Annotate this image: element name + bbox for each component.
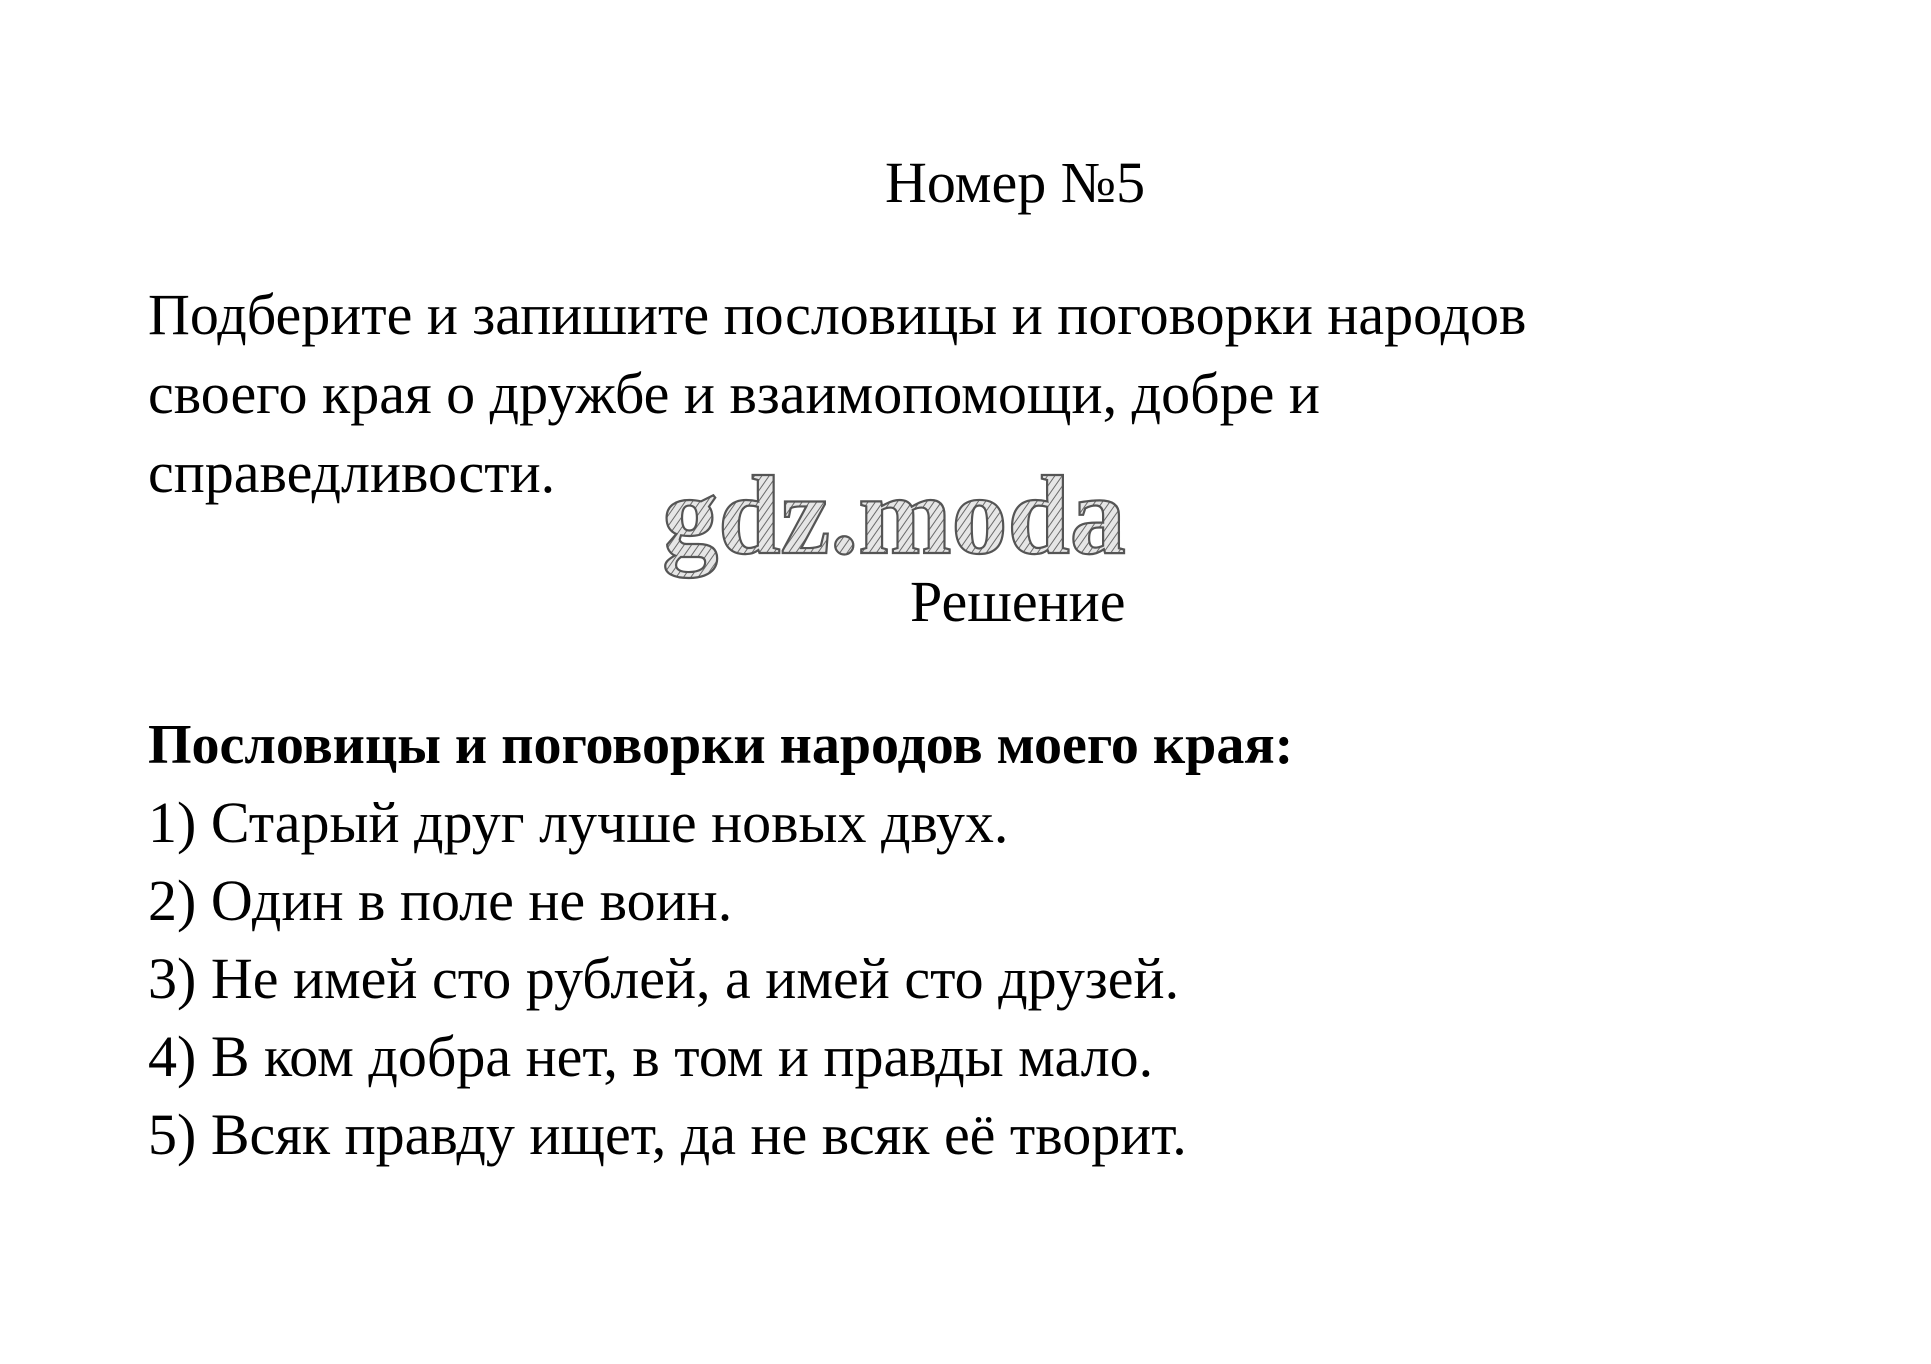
list-item: 2) Один в поле не воин. bbox=[148, 868, 733, 933]
answer-block bbox=[148, 706, 1848, 1174]
list-item: 3) Не имей сто рублей, а имей сто друзей. bbox=[148, 946, 1180, 1011]
solution-label: Решение bbox=[910, 569, 1126, 634]
task-line: своего края о дружбе и взаимопомощи, добре и bbox=[148, 361, 1320, 426]
list-item: 1) Старый друг лучше новых двух. bbox=[148, 790, 1009, 855]
proverb-list bbox=[148, 784, 1848, 1174]
watermark-text: gdz.moda bbox=[662, 455, 1126, 578]
list-item: 5) Всяк правду ищет, да не всяк её творит. bbox=[148, 1102, 1187, 1167]
list-item: 4) В ком добра нет, в том и правды мало. bbox=[148, 1024, 1154, 1089]
exercise-title: Номер №5 bbox=[885, 150, 1146, 215]
answer-heading: Пословицы и поговорки народов моего края: bbox=[148, 714, 1294, 776]
task-line: справедливости. bbox=[148, 440, 556, 505]
task-line: Подберите и запишите пословицы и поговорки народов bbox=[148, 282, 1527, 347]
